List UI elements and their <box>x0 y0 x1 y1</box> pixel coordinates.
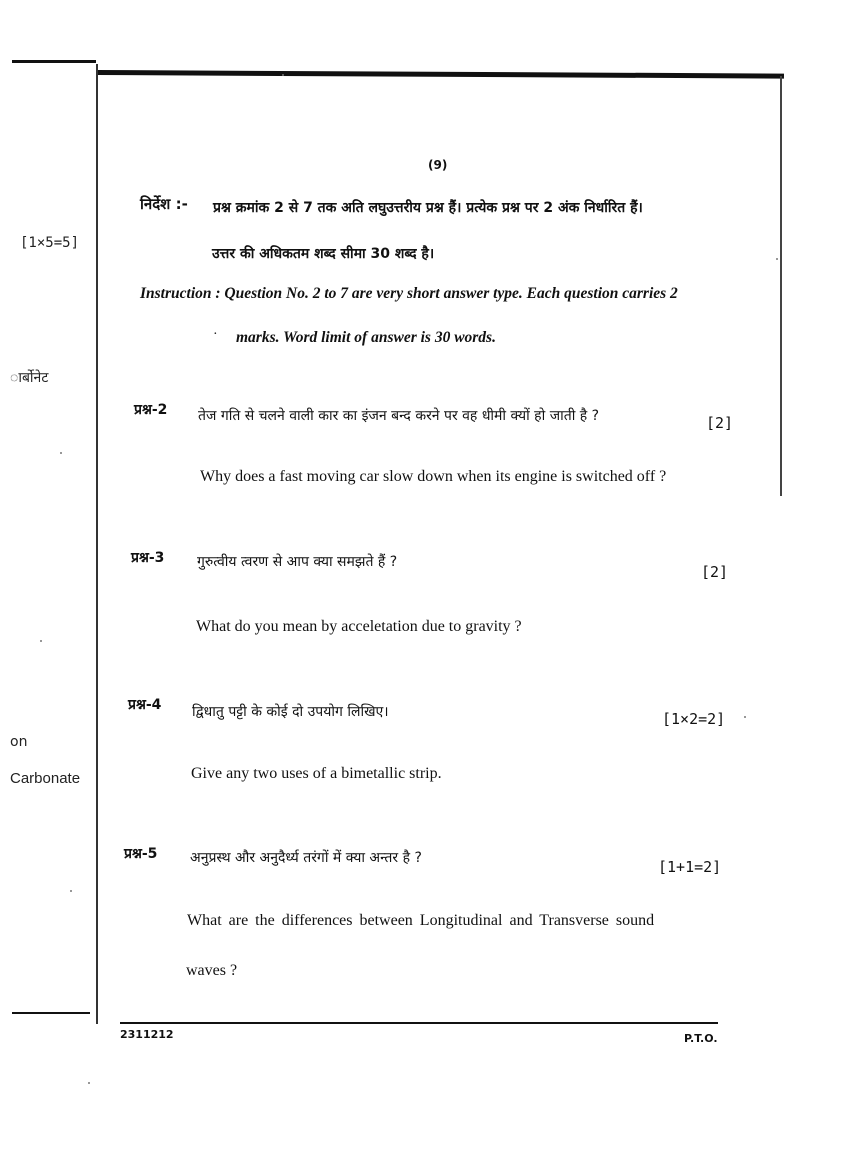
scan-speck <box>60 452 62 454</box>
scan-speck <box>70 890 72 892</box>
question-4-label: प्रश्न-4 <box>128 697 162 713</box>
page-right-edge <box>780 76 782 496</box>
scan-speck <box>282 74 284 76</box>
scan-speck <box>744 716 746 718</box>
margin-text-on: on <box>10 734 28 750</box>
instruction-hindi-line2: उत्तर की अधिकतम शब्द सीमा 30 शब्द है। <box>212 246 435 262</box>
footer-pto: P.T.O. <box>684 1032 718 1045</box>
margin-marks: [1×5=5] <box>20 235 80 251</box>
question-4-marks: [1×2=2] <box>662 710 726 728</box>
question-2-english: Why does a fast moving car slow down when its engine is switched off ? <box>200 468 667 485</box>
instruction-label-hindi: निर्देश :- <box>140 195 188 213</box>
scan-speck <box>40 640 42 642</box>
question-4-english: Give any two uses of a bimetallic strip. <box>191 765 442 782</box>
page-left-edge <box>96 64 98 1024</box>
question-2-marks: [2] <box>706 414 734 432</box>
question-3-english: What do you mean by acceletation due to gravity ? <box>196 618 522 635</box>
question-2-label: प्रश्न-2 <box>134 402 168 418</box>
footer-rule <box>120 1022 718 1024</box>
left-margin-top-rule <box>12 60 96 63</box>
question-2-hindi: तेज गति से चलने वाली कार का इंजन बन्द करने पर वह धीमी क्यों हो जाती है ? <box>198 408 600 424</box>
instruction-english-line2: marks. Word limit of answer is 30 words. <box>236 329 496 346</box>
left-margin-bottom-rule <box>12 1012 90 1014</box>
question-5-hindi: अनुप्रस्थ और अनुदैर्ध्य तरंगों में क्या अन्तर है ? <box>190 850 422 866</box>
page-number: (9) <box>428 158 448 172</box>
question-5-label: प्रश्न-5 <box>124 846 158 862</box>
margin-text-hindi: ार्बोनेट <box>10 370 49 386</box>
footer-paper-code: 2311212 <box>120 1028 174 1041</box>
question-3-hindi: गुरुत्वीय त्वरण से आप क्या समझते हैं ? <box>197 554 398 570</box>
question-5-marks: [1+1=2] <box>658 858 722 876</box>
stray-dot: · <box>213 327 218 342</box>
top-border-rule <box>98 70 784 79</box>
instruction-hindi-line1: प्रश्न क्रमांक 2 से 7 तक अति लघुउत्तरीय प्रश्न हैं। प्रत्येक प्रश्न पर 2 अंक निर्धारित हैं। <box>213 200 643 216</box>
scan-speck <box>88 1082 90 1084</box>
question-3-marks: [2] <box>701 563 729 581</box>
question-5-english-line1: What are the differences between Longitudinal and Transverse sound <box>187 912 655 929</box>
question-4-hindi: द्विधातु पट्टी के कोई दो उपयोग लिखिए। <box>192 704 389 720</box>
instruction-english-line1: Instruction : Question No. 2 to 7 are very short answer type. Each question carries 2 <box>140 285 678 302</box>
margin-text-carbonate: Carbonate <box>10 770 81 787</box>
question-5-english-line2: waves ? <box>186 962 238 979</box>
scan-speck <box>776 258 778 260</box>
question-3-label: प्रश्न-3 <box>131 550 165 566</box>
